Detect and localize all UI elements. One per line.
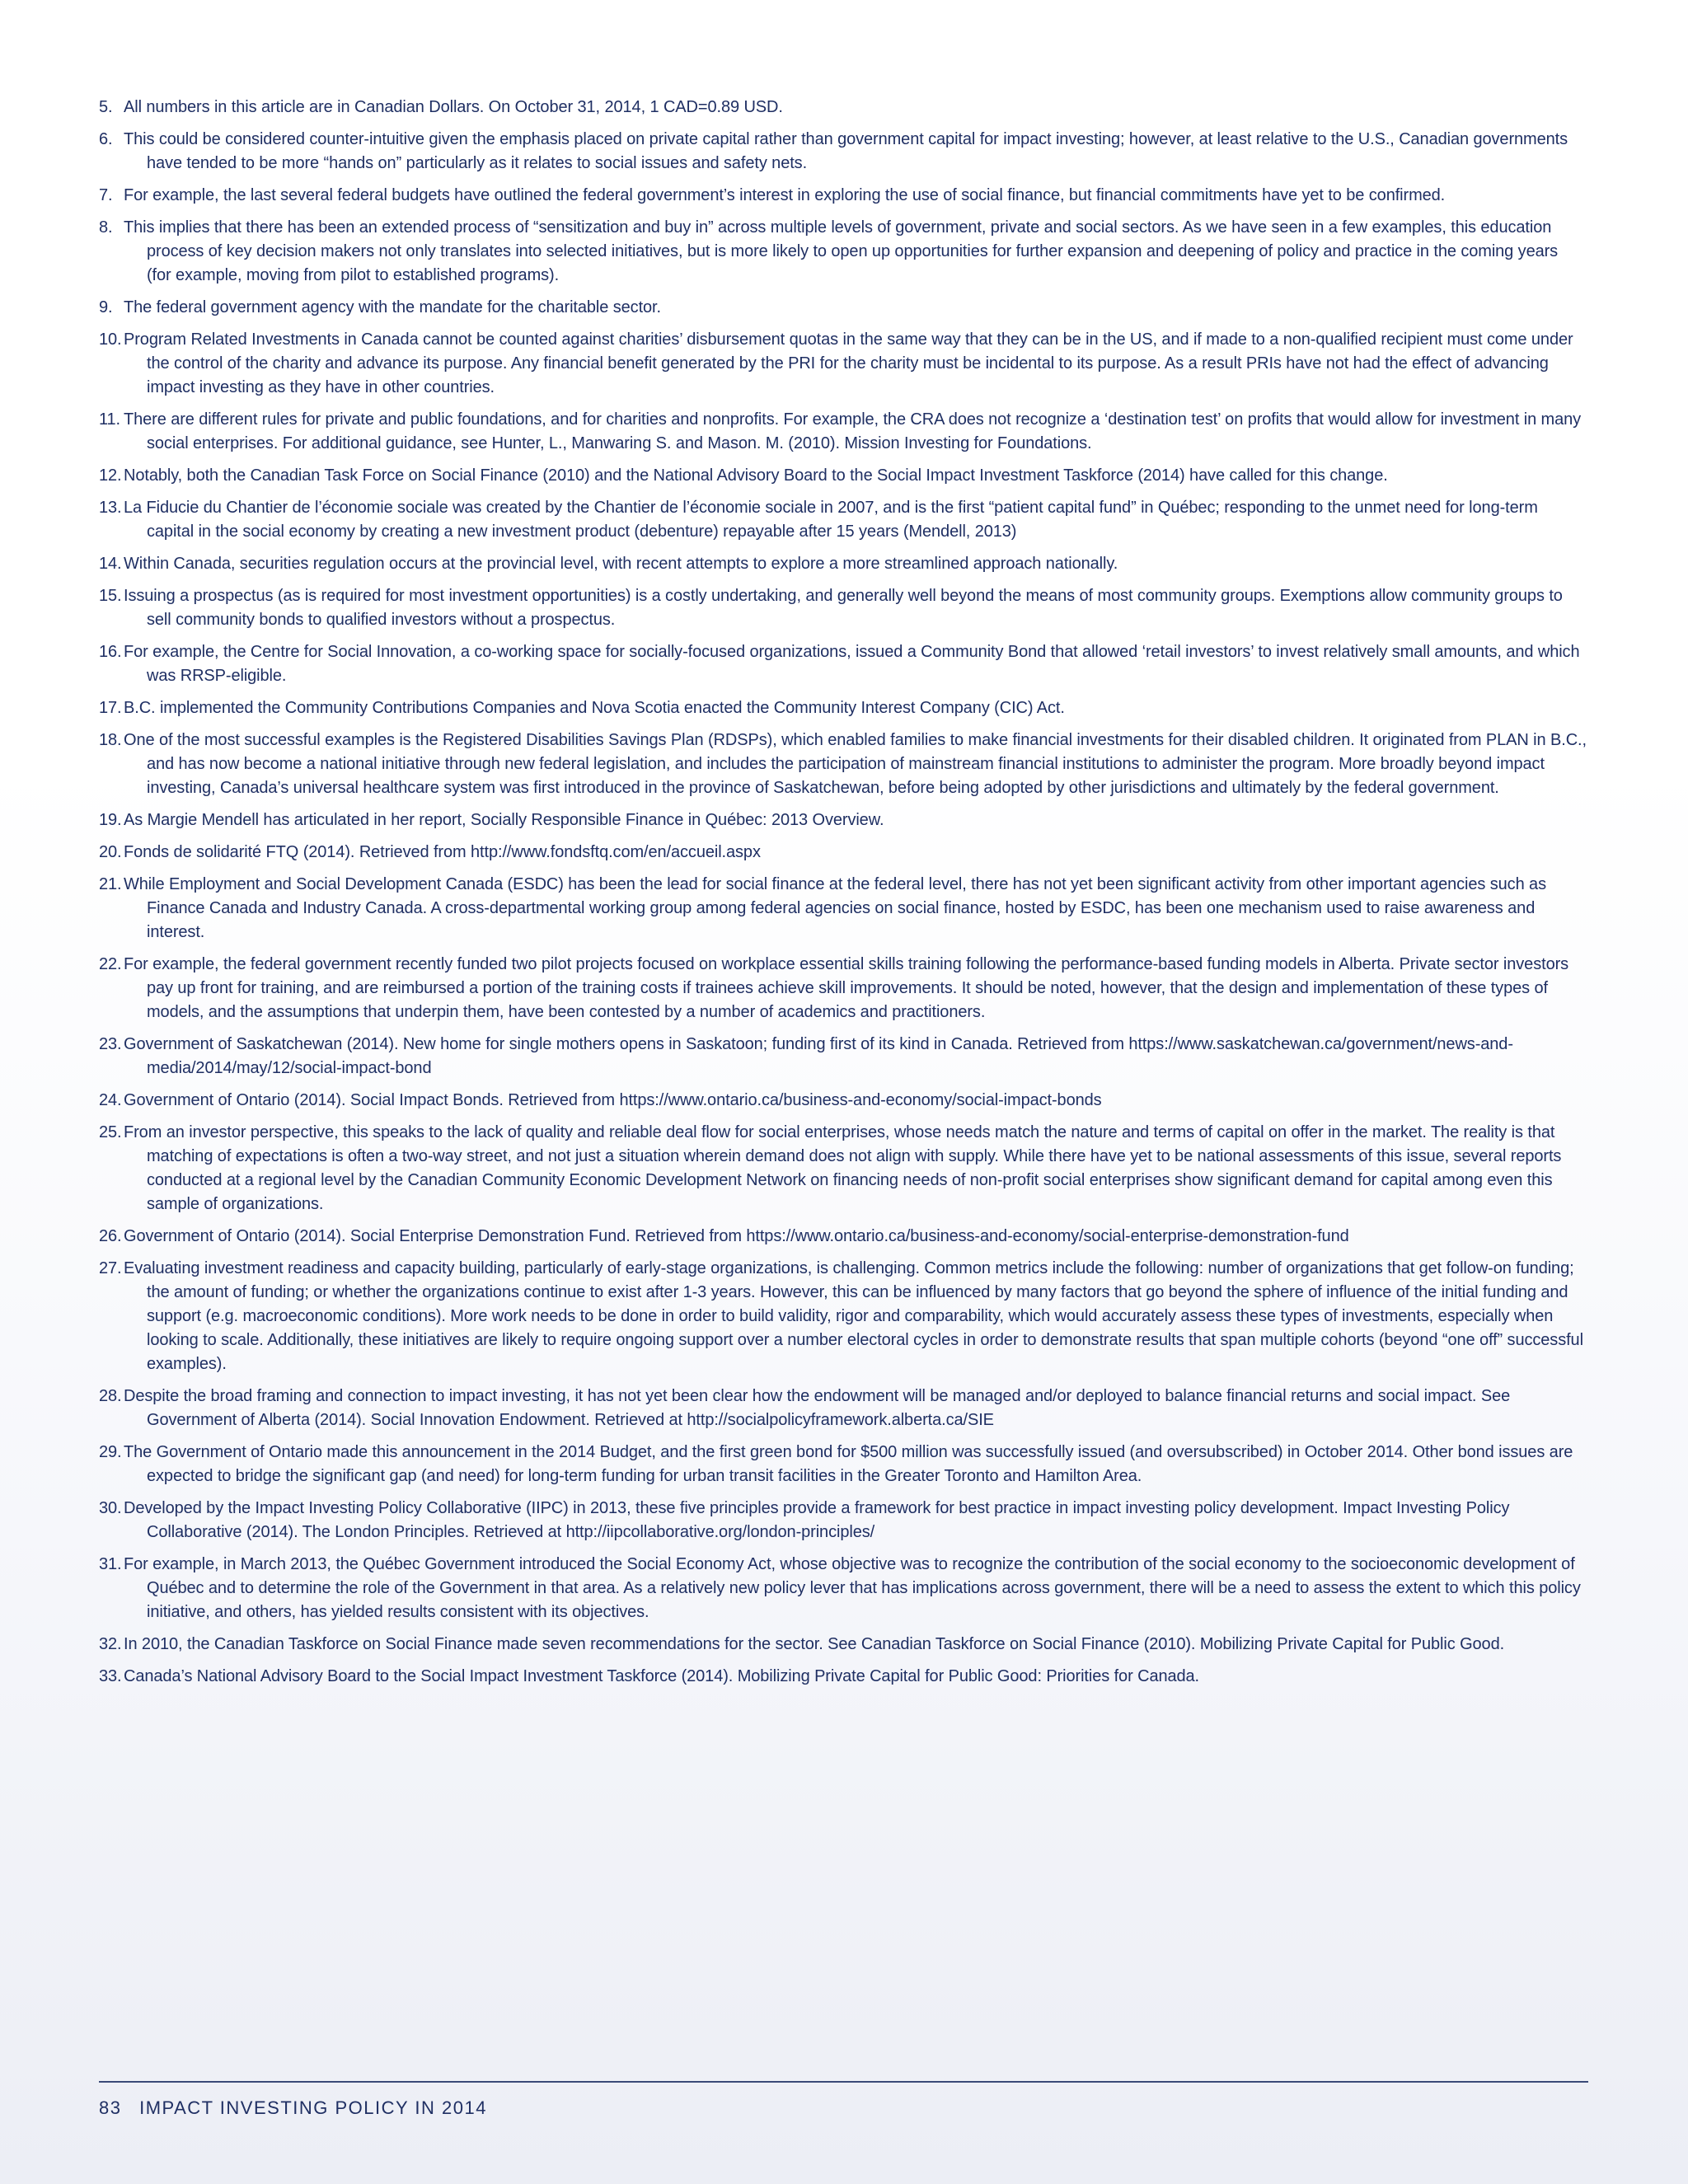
endnote-text: Notably, both the Canadian Task Force on Social Finance (2010) and the National Advisory Board to the Social Impact Investment Taskforce (2014) have called for this change. (124, 466, 1388, 485)
endnote-item (99, 296, 1587, 320)
endnote-number: 9. (99, 298, 113, 316)
endnote-number: 11. (99, 410, 121, 429)
footer-divider (99, 2081, 1588, 2083)
endnote-item (99, 1665, 1587, 1689)
endnote-text: Government of Ontario (2014). Social Impact Bonds. Retrieved from https://www.ontario.ca/business-and-economy/social-impact-bonds (124, 1091, 1102, 1109)
endnote-item (99, 184, 1587, 208)
endnote-item (99, 873, 1587, 944)
endnote-item (99, 408, 1587, 456)
endnote-text: In 2010, the Canadian Taskforce on Social Finance made seven recommendations for the sector. See Canadian Taskforce on Social Finance (2010). Mobilizing Private Capital for Public Good. (124, 1635, 1505, 1653)
endnote-text: The federal government agency with the mandate for the charitable sector. (124, 298, 661, 316)
endnote-number: 15. (99, 587, 122, 605)
endnote-number: 26. (99, 1227, 122, 1245)
endnote-item (99, 216, 1587, 288)
endnote-text: Program Related Investments in Canada cannot be counted against charities’ disbursement quotas in the same way that they can be in the US, and if made to a non-qualified recipient must come under the control of the charity and advance its purpose. Any financial benefit generated by the PRI for the charity must be incidental to its purpose. As a result PRIs have not had the effect of advancing impact investing as they have in other countries. (124, 330, 1573, 396)
endnote-item (99, 1225, 1587, 1249)
endnote-item (99, 464, 1587, 488)
endnote-number: 18. (99, 731, 122, 749)
endnote-text: Government of Ontario (2014). Social Enterprise Demonstration Fund. Retrieved from https://www.ontario.ca/business-and-economy/social-enterprise-demonstration-fund (124, 1227, 1349, 1245)
endnote-number: 29. (99, 1443, 122, 1461)
endnote-item (99, 1089, 1587, 1113)
endnote-text: This implies that there has been an extended process of “sensitization and buy in” across multiple levels of government, private and social sectors. As we have seen in a few examples, this education process of key decision makers not only translates into selected initiatives, but is more likely to open up opportunities for further expansion and deepening of policy and practice in the coming years (for example, moving from pilot to established programs). (124, 218, 1559, 284)
endnote-item (99, 1033, 1587, 1080)
endnote-number: 6. (99, 130, 113, 148)
endnote-number: 25. (99, 1123, 122, 1141)
endnote-text: B.C. implemented the Community Contributions Companies and Nova Scotia enacted the Community Interest Company (CIC) Act. (124, 699, 1065, 717)
endnote-item (99, 96, 1587, 120)
endnote-text: For example, the federal government recently funded two pilot projects focused on workplace essential skills training following the performance-based funding models in Alberta. Private sector investors pay up front for training, and are reimbursed a portion of the training costs if trainees achieve skill improvements. It should be noted, however, that the design and implementation of these types of models, and the assumptions that underpin them, have been contested by a number of academics and practitioners. (124, 955, 1569, 1021)
endnote-item (99, 640, 1587, 688)
endnote-item (99, 552, 1587, 576)
endnote-number: 22. (99, 955, 122, 973)
endnote-item (99, 584, 1587, 632)
endnote-number: 12. (99, 466, 122, 485)
endnote-text: For example, in March 2013, the Québec Government introduced the Social Economy Act, whose objective was to recognize the contribution of the social economy to the socioeconomic development of Québec and to determine the role of the Government in that area. As a relatively new policy lever that has implications across government, there will be a need to assess the extent to which this policy initiative, and others, has yielded results consistent with its objectives. (124, 1555, 1581, 1621)
endnote-item (99, 729, 1587, 800)
endnote-number: 23. (99, 1035, 122, 1053)
endnote-number: 28. (99, 1387, 122, 1405)
endnote-item (99, 808, 1587, 832)
endnote-number: 21. (99, 875, 122, 893)
endnote-text: As Margie Mendell has articulated in her report, Socially Responsible Finance in Québec: 2013 Overview. (124, 811, 884, 829)
endnote-item (99, 1497, 1587, 1544)
endnote-number: 17. (99, 699, 122, 717)
endnote-number: 10. (99, 330, 122, 349)
endnote-item (99, 1553, 1587, 1624)
endnote-number: 14. (99, 555, 122, 573)
endnote-number: 32. (99, 1635, 122, 1653)
endnote-item (99, 1121, 1587, 1216)
endnote-text: While Employment and Social Development Canada (ESDC) has been the lead for social finance at the federal level, there has not yet been significant activity from other important agencies such as Finance Canada and Industry Canada. A cross-departmental working group among federal agencies on social finance, hosted by ESDC, has been one mechanism used to raise awareness and interest. (124, 875, 1546, 941)
endnote-item (99, 1441, 1587, 1488)
endnote-number: 31. (99, 1555, 122, 1573)
page-number: 83 (99, 2097, 122, 2118)
endnote-text: Government of Saskatchewan (2014). New home for single mothers opens in Saskatoon; funding first of its kind in Canada. Retrieved from https://www.saskatchewan.ca/government/news-and-media/2014/may/12/social-impact-bond (124, 1035, 1513, 1077)
endnote-text: Developed by the Impact Investing Policy Collaborative (IIPC) in 2013, these five principles provide a framework for best practice in impact investing policy development. Impact Investing Policy Collaborative (2014). The London Principles. Retrieved at http://iipcollaborative.org/london-principles/ (124, 1499, 1510, 1541)
endnote-number: 8. (99, 218, 113, 237)
endnote-text: Fonds de solidarité FTQ (2014). Retrieved from http://www.fondsftq.com/en/accueil.aspx (124, 843, 761, 861)
endnote-item (99, 953, 1587, 1024)
endnote-number: 33. (99, 1667, 122, 1685)
endnotes-list (99, 96, 1587, 1697)
endnote-item (99, 1633, 1587, 1657)
endnote-text: Despite the broad framing and connection to impact investing, it has not yet been clear how the endowment will be managed and/or deployed to balance financial returns and social impact. See Government of Alberta (2014). Social Innovation Endowment. Retrieved at http://socialpolicyframework.alberta.ca/SIE (124, 1387, 1511, 1429)
endnote-text: For example, the Centre for Social Innovation, a co-working space for socially-focused organizations, issued a Community Bond that allowed ‘retail investors’ to invest relatively small amounts, and which was RRSP-eligible. (124, 643, 1580, 685)
endnote-number: 20. (99, 843, 122, 861)
endnote-text: Issuing a prospectus (as is required for most investment opportunities) is a costly undertaking, and generally well beyond the means of most community groups. Exemptions allow community groups to sell community bonds to qualified investors without a prospectus. (124, 587, 1563, 629)
endnote-text: For example, the last several federal budgets have outlined the federal government’s interest in exploring the use of social finance, but financial commitments have yet to be confirmed. (124, 186, 1446, 204)
endnote-item (99, 1385, 1587, 1432)
endnote-number: 27. (99, 1259, 122, 1277)
endnote-text: From an investor perspective, this speaks to the lack of quality and reliable deal flow for social enterprises, whose needs match the nature and terms of capital on offer in the market. The reality is that matching of expectations is often a two-way street, and not just a situation wherein demand does not align with supply. While there have yet to be national assessments of this issue, several reports conducted at a regional level by the Canadian Community Economic Development Network on financing needs of non-profit social enterprises show significant demand for capital among even this sample of organizations. (124, 1123, 1562, 1213)
running-title: IMPACT INVESTING POLICY IN 2014 (139, 2097, 487, 2118)
endnote-text: One of the most successful examples is the Registered Disabilities Savings Plan (RDSPs), which enabled families to make financial investments for their disabled children. It originated from PLAN in B.C., and has now become a national initiative through new federal legislation, and includes the participation of mainstream financial institutions to administer the program. More broadly beyond impact investing, Canada’s universal healthcare system was first introduced in the province of Saskatchewan, before being adopted by other jurisdictions and ultimately by the federal government. (124, 731, 1587, 797)
endnote-item (99, 841, 1587, 865)
endnote-number: 7. (99, 186, 113, 204)
endnote-number: 30. (99, 1499, 122, 1517)
endnote-number: 13. (99, 499, 122, 517)
endnote-text: All numbers in this article are in Canadian Dollars. On October 31, 2014, 1 CAD=0.89 USD. (124, 98, 783, 116)
endnote-item (99, 696, 1587, 720)
endnote-number: 24. (99, 1091, 122, 1109)
endnote-text: Evaluating investment readiness and capacity building, particularly of early-stage organizations, is challenging. Common metrics include the following: number of organizations that get follow-on funding; the amount of funding; or whether the organizations continue to exist after 1-3 years. However, this can be influenced by many factors that go beyond the sphere of influence of the initial funding and support (e.g. macroeconomic conditions). More work needs to be done in order to build validity, rigor and comparability, which would accurately assess these types of investments, especially when looking to scale. Additionally, these initiatives are likely to require ongoing support over a number electoral cycles in order to demonstrate results that span multiple cohorts (beyond “one off” successful examples). (124, 1259, 1583, 1373)
endnote-text: La Fiducie du Chantier de l’économie sociale was created by the Chantier de l’économie sociale in 2007, and is the first “patient capital fund” in Québec; responding to the unmet need for long-term capital in the social economy by creating a new investment product (debenture) repayable after 15 years (Mendell, 2013) (124, 499, 1538, 541)
endnote-item (99, 1257, 1587, 1376)
endnote-text: There are different rules for private and public foundations, and for charities and nonprofits. For example, the CRA does not recognize a ‘destination test’ on profits that would allow for investment in many social enterprises. For additional guidance, see Hunter, L., Manwaring S. and Mason. M. (2010). Mission Investing for Foundations. (124, 410, 1582, 452)
endnote-text: Within Canada, securities regulation occurs at the provincial level, with recent attempts to explore a more streamlined approach nationally. (124, 555, 1118, 573)
page-footer (99, 2097, 487, 2119)
endnote-number: 19. (99, 811, 122, 829)
endnote-text: Canada’s National Advisory Board to the Social Impact Investment Taskforce (2014). Mobilizing Private Capital for Public Good: Priorities for Canada. (124, 1667, 1200, 1685)
endnote-text: This could be considered counter-intuitive given the emphasis placed on private capital rather than government capital for impact investing; however, at least relative to the U.S., Canadian governments have tended to be more “hands on” particularly as it relates to social issues and safety nets. (124, 130, 1568, 172)
endnote-number: 5. (99, 98, 113, 116)
endnote-item (99, 128, 1587, 176)
endnote-item (99, 328, 1587, 400)
endnote-text: The Government of Ontario made this announcement in the 2014 Budget, and the first green bond for $500 million was successfully issued (and oversubscribed) in October 2014. Other bond issues are expected to bridge the significant gap (and need) for long-term funding for urban transit facilities in the Greater Toronto and Hamilton Area. (124, 1443, 1573, 1485)
endnote-number: 16. (99, 643, 122, 661)
endnote-item (99, 496, 1587, 544)
